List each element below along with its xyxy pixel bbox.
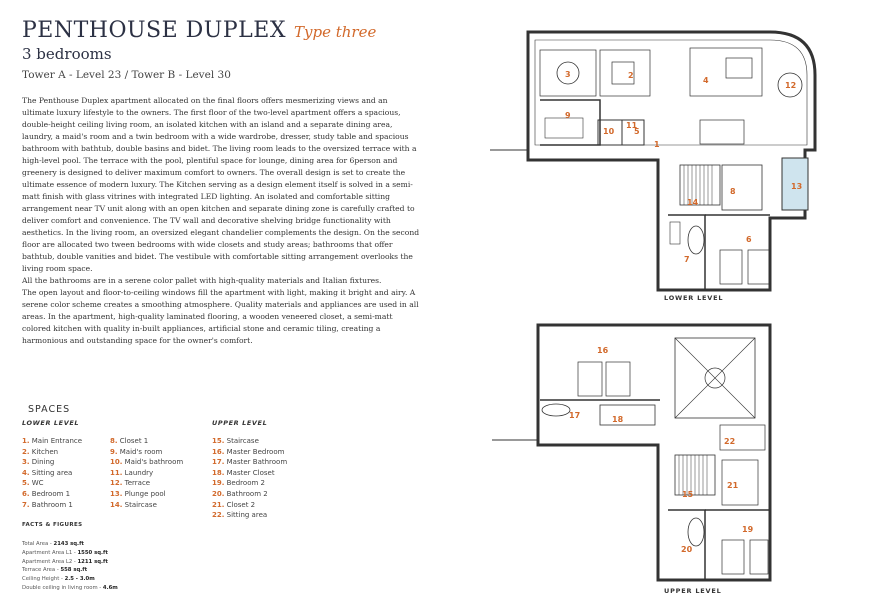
space-name: Closet 2 — [224, 500, 256, 509]
room-number: 11 — [626, 121, 638, 130]
space-number: 6. — [22, 489, 30, 498]
room-number: 21 — [727, 481, 739, 490]
space-number: 1. — [22, 437, 30, 445]
room-number: 4 — [703, 76, 709, 85]
room-number: 15 — [682, 490, 694, 499]
upper-level-heading: UPPER LEVEL — [212, 419, 268, 427]
room-number: 1 — [654, 140, 660, 149]
room-number: 13 — [791, 182, 803, 191]
fact-value: 2143 sq.ft — [53, 541, 84, 547]
room-number: 8 — [730, 187, 736, 196]
space-name: Sitting area — [29, 468, 73, 477]
room-number: 10 — [603, 127, 615, 136]
fact-label: Double ceiling in living room - — [22, 584, 103, 591]
space-name: Maid's room — [117, 447, 163, 456]
space-name: Bathroom 1 — [29, 500, 73, 509]
lower-level-heading: LOWER LEVEL — [22, 419, 80, 427]
space-number: 2. — [22, 447, 30, 456]
room-number: 7 — [684, 255, 690, 264]
space-number: 9. — [110, 447, 118, 456]
type-label: Type three — [294, 23, 377, 41]
room-number: 14 — [687, 198, 699, 207]
space-name: Staircase — [122, 500, 157, 509]
fact-value: 4.6m — [102, 584, 118, 591]
space-number: 12. — [110, 479, 123, 488]
space-number: 20. — [212, 489, 225, 498]
space-number: 22. — [212, 511, 225, 520]
page-title: PENTHOUSE DUPLEX — [22, 18, 286, 43]
space-number: 11. — [110, 468, 123, 477]
space-name: Main Entrance — [29, 437, 83, 445]
room-number: 3 — [565, 70, 571, 79]
fact-label: Apartment Area L1 - — [22, 549, 78, 556]
space-number: 3. — [22, 458, 30, 467]
room-number: 9 — [565, 111, 571, 120]
fact-value: 2.5 - 3.0m — [64, 576, 95, 583]
room-number: 17 — [569, 411, 581, 420]
description-paragraph: All the bathrooms are in a serene color pallet with high-quality materials and Italian fixtures. — [22, 276, 382, 285]
space-name: Bedroom 2 — [224, 479, 265, 488]
space-name: Maid's bathroom — [122, 458, 184, 467]
space-name: Plunge pool — [122, 489, 166, 498]
room-number: 20 — [681, 545, 693, 554]
towers-label: Tower A - Level 23 / Tower B - Level 30 — [22, 69, 231, 81]
space-name: Bedroom 1 — [29, 489, 71, 498]
fact-label: Terrace Area - — [22, 567, 61, 574]
space-name: Staircase — [224, 437, 259, 445]
room-number: 12 — [785, 81, 797, 90]
space-number: 16. — [212, 447, 225, 456]
spaces-title: SPACES — [28, 404, 71, 415]
space-number: 14. — [110, 500, 123, 509]
lower-level-plan — [490, 32, 815, 290]
fact-label: Total Area - — [22, 541, 54, 547]
fact-value: 558 sq.ft — [60, 567, 88, 574]
description-paragraph: The Penthouse Duplex apartment allocated on the final floors offers mesmerizing views and an ultimate luxury lifestyle to the owners. The first floor of the two-level apartment offers a spacious, double-height ceiling living room, an isolated kitchen with an island and a separate dining area, laundry, a maid's room and a twin bedroom with a wide wardrobe, dresser, study table and spacious bathroom with bathtub, double basins and bidet. The living room leads to the oversized terrace with a high-level pool. The terrace with the pool, plentiful space for lounge, dining area for 6person and greenery is designed to deliver maximum comfort to owners. The overall design is set to create the ultimate essence of modern luxury. The Kitchen serving as a design element itself is solved in a semi-matt finish with glass vitrines with integrated LED lighting. An isolated and comfortable sitting arrangement near TV unit along with an open kitchen and separate dining zone is carefully crafted to deliver comfort and convenience. The TV wall and decorative shelving bridge functionality with aesthetics. In the living room, an oversized elegant chandelier complements the design. On the second floor are allocated two tween bedrooms with wide closets and study areas; bathrooms that offer bathtub, double vanities and bidet. The vestibule with comfortable sitting arrangement overlooks the living room space. — [22, 96, 420, 273]
fact-label: Apartment Area L2 - — [22, 558, 78, 565]
space-number: 15. — [212, 437, 225, 445]
fact-value: 1550 sq.ft — [77, 549, 108, 556]
lower-room-numbers — [565, 70, 802, 264]
room-number: 2 — [628, 71, 634, 80]
bedrooms-label: 3 bedrooms — [22, 45, 112, 63]
space-name: Master Bedroom — [224, 447, 285, 456]
space-number: 18. — [212, 468, 225, 477]
fact-value: 1211 sq.ft — [77, 558, 108, 565]
space-name: Bathroom 2 — [224, 489, 268, 498]
room-number: 19 — [742, 525, 754, 534]
space-name: Closet 1 — [117, 437, 149, 445]
space-number: 13. — [110, 489, 123, 498]
room-number: 22 — [724, 437, 736, 446]
space-name: Sitting area — [224, 511, 268, 520]
space-name: Master Bathroom — [224, 458, 288, 467]
space-name: Terrace — [122, 479, 151, 488]
upper-level-plan — [492, 325, 770, 580]
space-number: 4. — [22, 468, 30, 477]
room-number: 16 — [597, 346, 609, 355]
fact-label: Ceiling Height - — [22, 576, 65, 583]
space-name: Laundry — [122, 468, 154, 477]
space-name: Dining — [29, 458, 55, 467]
space-number: 19. — [212, 479, 225, 488]
space-number: 7. — [22, 500, 30, 509]
lower-plan-label: LOWER LEVEL — [664, 294, 724, 302]
facts-title: FACTS & FIGURES — [22, 522, 83, 528]
room-number: 18 — [612, 415, 624, 424]
space-number: 21. — [212, 500, 225, 509]
space-name: Master Closet — [224, 468, 275, 477]
space-name: WC — [29, 479, 44, 488]
room-number: 6 — [746, 235, 752, 244]
space-number: 17. — [212, 458, 225, 467]
room-number: 5 — [634, 127, 640, 136]
space-number: 8. — [110, 437, 118, 445]
space-number: 10. — [110, 458, 123, 467]
upper-plan-label: UPPER LEVEL — [664, 587, 722, 595]
description-paragraph: The open layout and floor-to-ceiling windows fill the apartment with light, making it bright and airy. A serene color scheme creates a smoothing atmosphere. Quality materials and appliances are used in all areas. In the apartment, high-quality laminated flooring, a wooden veneered closet, a semi-matt colored kitchen with quality in-built appliances, artificial stone and ceramic tiling, creating a harmonious and outstanding space for the owner's comfort. — [22, 288, 419, 345]
space-number: 5. — [22, 479, 30, 488]
space-name: Kitchen — [29, 447, 59, 456]
